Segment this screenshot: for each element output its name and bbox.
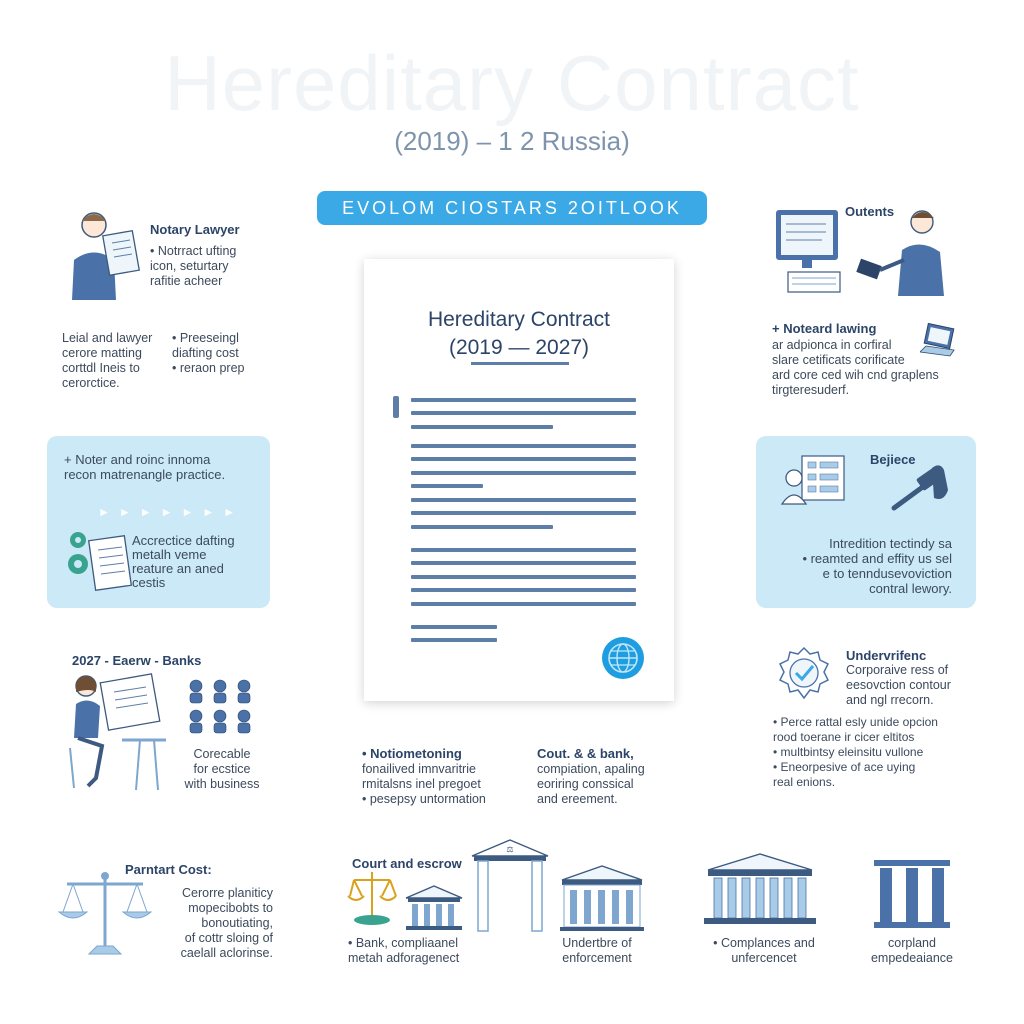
underv-bullets: • Perce rattal esly unide opcion rood toerane ir cicer eltitos • multbintsy eleinsitu vullone • Eneorpesive of ace uying real enions. [773,715,938,789]
document-text-line [411,425,553,429]
document-text-line [411,548,636,552]
document-text-line [411,602,636,606]
cost-heading: Parntart Cost: [125,862,212,877]
banks-heading: 2027 - Eaerw - Banks [72,653,202,668]
outlook-banner: EVOLOM CIOSTARS 2OITLOOK [317,191,707,225]
escrow-heading: Court and escrow [352,856,462,871]
escrow-text2: Undertbre of enforcement [562,936,632,965]
corp-text: corpland empedeaiance [870,936,953,965]
person-desk-icon [62,668,172,798]
document-text-line [411,511,636,515]
bejiece-text: Intredition tectindy sa • reamted and effity us sel e to tenndusevoviction contral lewory. [802,536,952,596]
notary-col2: • Preeseingl diafting cost • reraon prep [172,331,245,375]
page-title: Hereditary Contract [164,39,860,127]
document-profile-icon [780,452,850,508]
verified-badge-icon [776,646,832,702]
lawyer-figure-icon [64,205,144,305]
svg-text:⚖: ⚖ [506,845,514,854]
notary-col1: Leial and lawyer cerore matting corttdl Ineis to cerorctice. [62,331,153,390]
escrow-text1: • Bank, compliaanel metah adforagenect [348,936,460,965]
document-text-line [411,588,636,592]
notomet-text: fonailived imnvaritrie rmitalsns inel pregoet • pesepsy untormation [362,762,486,806]
outents-text: ar adpionca in corfiral slare cetificats corificate ard core ced wih cnd graplens tirgteresuderf. [772,338,939,397]
bank-building-icon [700,850,820,930]
document-text-line [411,625,497,629]
court-bank-heading: Cout. & & bank, [537,746,634,761]
columns-icon [872,856,952,932]
bejiece-heading: Bejiece [870,452,916,467]
banks-text: Corecable for ecstice with business [184,747,260,791]
notary-bullets: • Notrract ufting icon, seturtary rafitie acheer [150,244,237,288]
notary-heading: Notary Lawyer [150,222,240,237]
document-text-line [411,575,636,579]
court-bank-text: compiation, apaling eoriring conssical and ereement. [537,762,645,806]
gears-document-icon [64,528,134,596]
document-text-line [411,498,636,502]
document-text-line [411,471,636,475]
document-text-line [411,457,636,461]
lawing-heading: + Noteard lawing [772,321,877,336]
scales-of-justice-icon [55,868,155,960]
document-text-line [411,638,497,642]
underv-text: Corporaive ress of eesovction contour and ngl rrecorn. [846,663,951,707]
document-text-line [411,411,636,415]
underv-heading: Undervrifenc [846,648,927,663]
compliance-text: • Complances and unfercencet [713,936,815,965]
document-text-line [411,525,553,529]
document-text-line [411,398,636,402]
gavel-hand-icon [888,460,954,516]
document-text-line [411,444,636,448]
people-group-icon [184,676,256,742]
document-text-line [411,484,483,488]
outents-heading: Outents [845,204,895,219]
arrow-chevrons: ►►►►►►► [98,505,245,519]
document-text-line [411,561,636,565]
drafting-subtext: Accrectice dafting metalh veme reature an aned cestis [132,533,235,590]
page-subtitle: (2019) – 1 2 Russia) [394,126,630,156]
document-years: (2019 — 2027) [448,336,590,359]
court-buildings-icon [344,836,656,934]
document-title: Hereditary Contract [427,308,611,331]
drafting-text: + Noter and roinc innoma recon matrenangle practice. [64,452,226,482]
notomet-heading: • Notiometoning [362,746,462,761]
cost-text: Cerorre planiticy mopecibobts to bonoutiating, of cottr sloing of caelall aclorinse. [180,886,273,960]
globe-seal-icon [600,635,646,681]
